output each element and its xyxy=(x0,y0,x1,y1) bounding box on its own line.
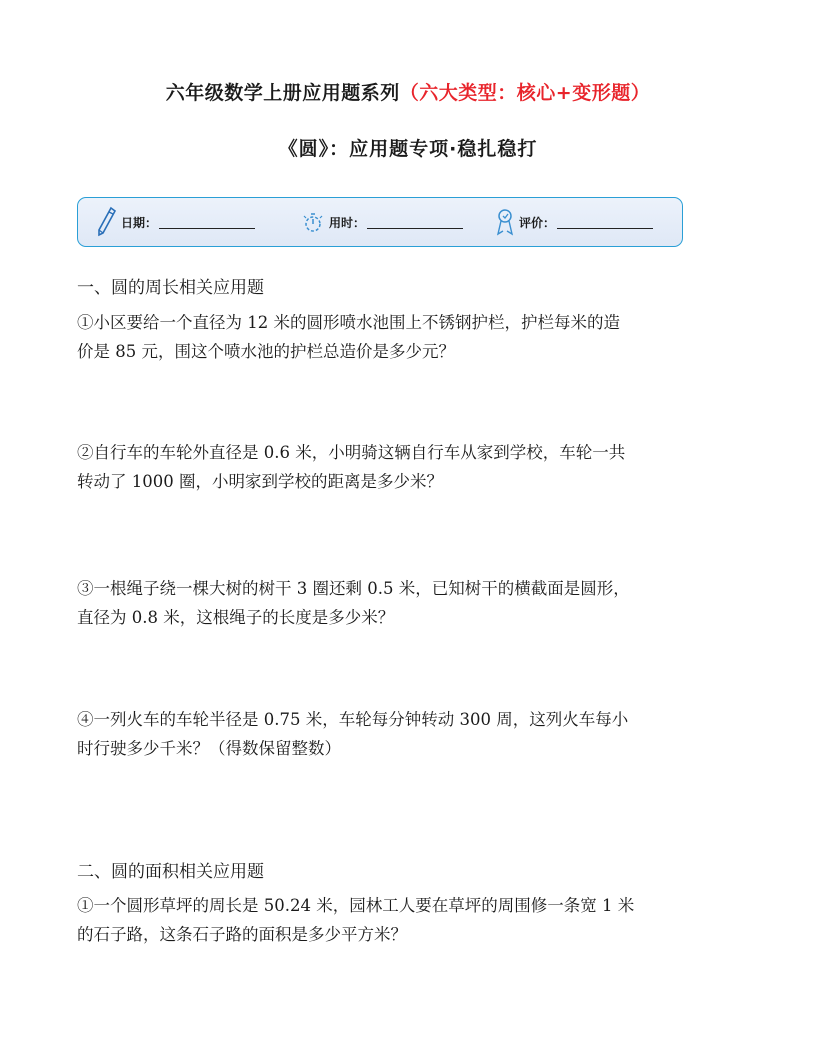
problem-text-line: ③一根绳子绕一棵大树的树干 3 圈还剩 0.5 米，已知树干的横截面是圆形， xyxy=(77,579,630,598)
problem-text-line: 价是 85 元，围这个喷水池的护栏总造价是多少元？ xyxy=(77,342,455,361)
section-heading-area: 二、圆的面积相关应用题 xyxy=(77,862,264,882)
stopwatch-icon xyxy=(300,208,326,236)
rating-blank[interactable] xyxy=(557,216,653,229)
problem-item xyxy=(77,705,739,763)
problem-text-line: ①小区要给一个直径为 12 米的圆形喷水池围上不锈钢护栏，护栏每米的造 xyxy=(77,313,620,332)
worksheet-subtitle: 《圆》：应用题专项·稳扎稳打 xyxy=(278,138,538,160)
info-box xyxy=(77,197,683,247)
worksheet-title xyxy=(0,78,816,105)
pencil-icon xyxy=(96,206,118,238)
time-blank[interactable] xyxy=(367,216,463,229)
title-highlight: （六大类型：核心+变形题） xyxy=(399,82,651,104)
award-icon xyxy=(494,207,516,237)
problem-text-line: 转动了 1000 圈，小明家到学校的距离是多少米？ xyxy=(77,472,443,491)
section-heading-circumference: 一、圆的周长相关应用题 xyxy=(77,278,264,298)
problem-item xyxy=(77,574,739,632)
problem-item xyxy=(77,891,739,949)
rating-field[interactable] xyxy=(494,206,653,238)
date-label: 日期： xyxy=(121,215,158,230)
problem-item xyxy=(77,308,739,366)
time-label: 用时： xyxy=(329,215,366,230)
problem-text-line: ②自行车的车轮外直径是 0.6 米，小明骑这辆自行车从家到学校，车轮一共 xyxy=(77,443,626,462)
problem-text-line: ④一列火车的车轮半径是 0.75 米，车轮每分钟转动 300 周，这列火车每小 xyxy=(77,710,629,729)
date-field[interactable] xyxy=(96,206,255,238)
problem-text-line: 时行驶多少千米？（得数保留整数） xyxy=(77,739,341,758)
problem-text-line: 直径为 0.8 米，这根绳子的长度是多少米？ xyxy=(77,608,395,627)
date-blank[interactable] xyxy=(159,216,255,229)
title-main: 六年级数学上册应用题系列 xyxy=(165,82,400,104)
rating-label: 评价： xyxy=(519,215,556,230)
problem-item xyxy=(77,438,739,496)
problem-text-line: ①一个圆形草坪的周长是 50.24 米，园林工人要在草坪的周围修一条宽 1 米 xyxy=(77,896,635,915)
time-field[interactable] xyxy=(300,206,463,238)
problem-text-line: 的石子路，这条石子路的面积是多少平方米？ xyxy=(77,925,407,944)
